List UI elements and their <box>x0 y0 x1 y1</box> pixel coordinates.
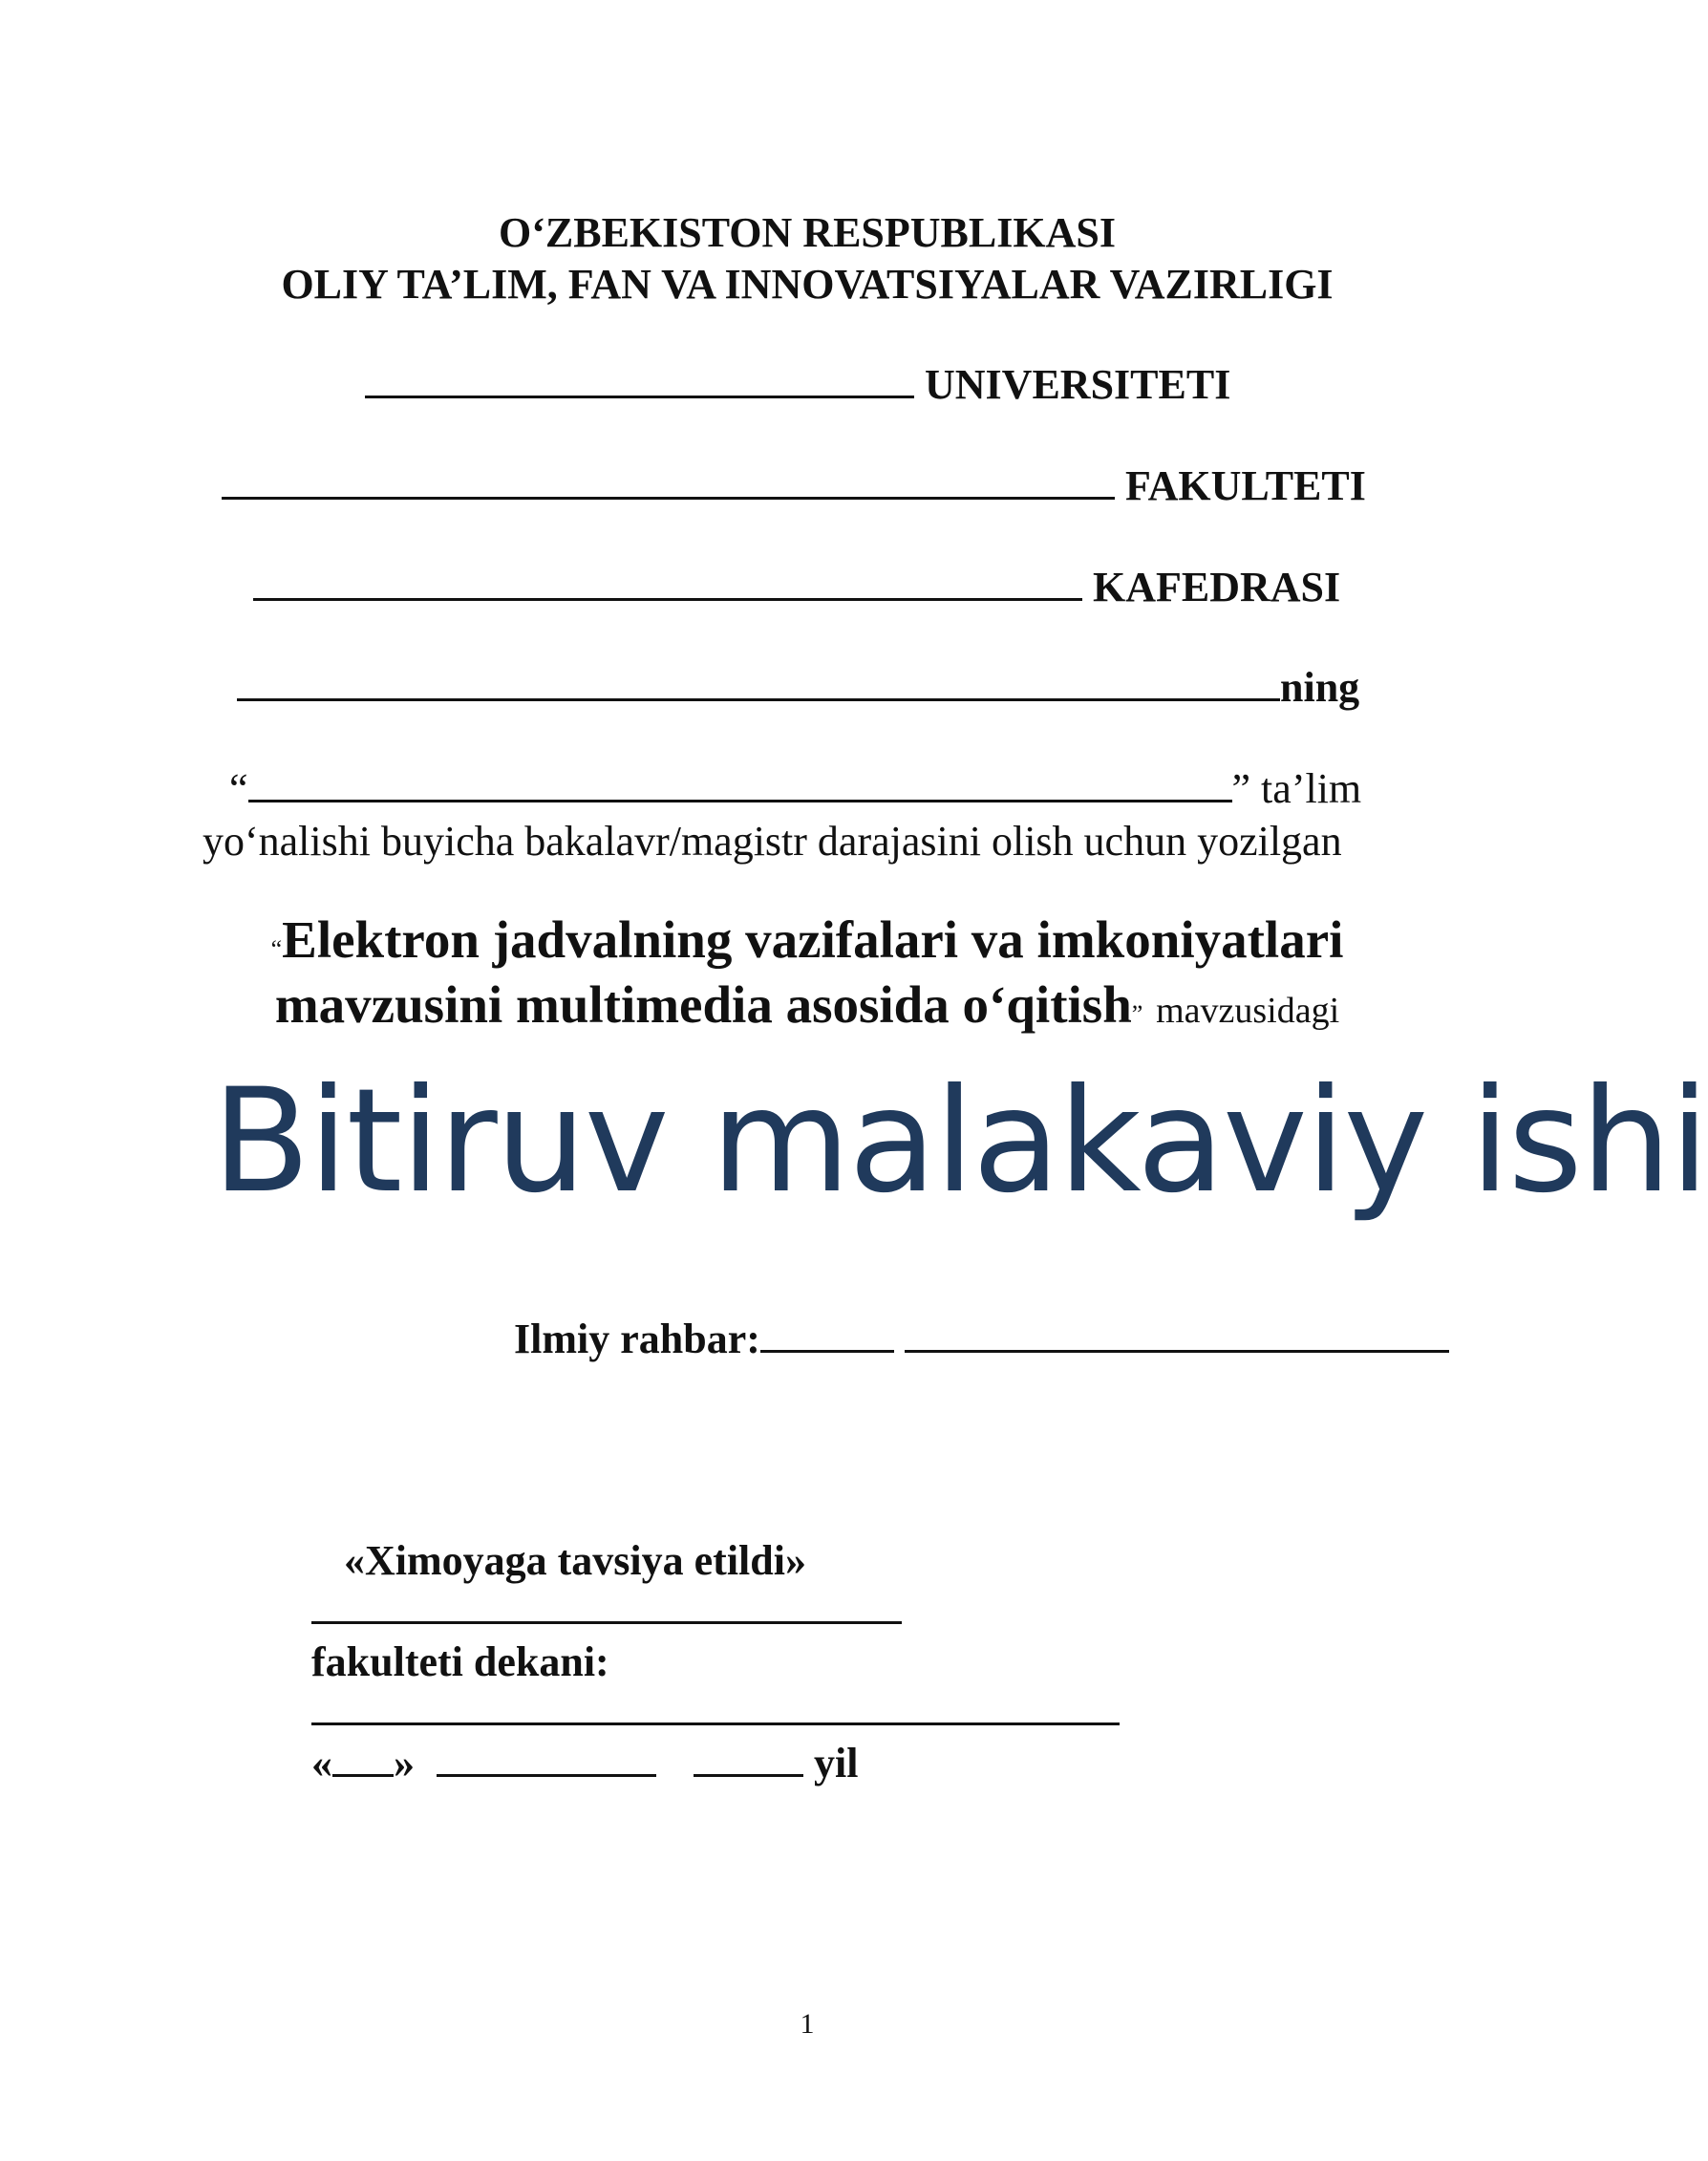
topic-line-1 <box>0 909 1614 970</box>
supervisor-title-blank[interactable] <box>760 1348 894 1353</box>
university-label: UNIVERSITETI <box>925 361 1231 408</box>
dean-label: fakulteti dekani: <box>311 1638 609 1685</box>
university-line <box>365 360 1230 409</box>
direction-line <box>229 764 1361 813</box>
approval-faculty-blank[interactable] <box>311 1619 902 1624</box>
topic-suffix: mavzusidagi <box>1156 991 1340 1031</box>
faculty-line <box>222 461 1366 510</box>
approval-faculty-line <box>311 1586 902 1635</box>
date-day-blank[interactable] <box>332 1772 394 1777</box>
dean-name-line <box>311 1687 1120 1736</box>
thesis-type-banner: Bitiruv malakaviy ishi <box>212 1059 1708 1225</box>
date-close-quote: » <box>394 1740 415 1787</box>
dean-name-blank[interactable] <box>311 1721 1120 1725</box>
university-blank[interactable] <box>365 394 914 398</box>
topic-close-quote: ” <box>1131 1000 1143 1028</box>
faculty-label: FAKULTETI <box>1125 462 1366 509</box>
direction-blank[interactable] <box>248 798 1232 802</box>
student-suffix: ning <box>1280 664 1360 711</box>
supervisor-line <box>514 1315 1449 1363</box>
ministry-line-2: OLIY TA’LIM, FAN VA INNOVATSIYALAR VAZIRLIGI <box>281 261 1334 308</box>
direction-line-2: yo‘nalishi buyicha bakalavr/magistr darajasini olish uchun yozilgan <box>203 818 1342 865</box>
topic-title-1: Elektron jadvalning vazifalari va imkoniyatlari <box>282 910 1344 969</box>
supervisor-name-blank[interactable] <box>905 1348 1449 1353</box>
date-open-quote: « <box>311 1740 332 1787</box>
date-year-blank[interactable] <box>694 1772 803 1777</box>
approval-title: «Ximoyaga tavsiya etildi» <box>344 1537 806 1584</box>
date-line <box>311 1739 858 1787</box>
page-number: 1 <box>800 2008 815 2040</box>
supervisor-label: Ilmiy rahbar: <box>514 1316 760 1362</box>
direction-open-quote: “ <box>229 765 248 812</box>
department-line <box>253 563 1340 611</box>
department-label: KAFEDRASI <box>1093 564 1341 610</box>
student-line <box>237 663 1359 712</box>
topic-line-2 <box>0 974 1614 1035</box>
topic-title-2: mavzusini multimedia asosida o‘qitish <box>274 975 1132 1034</box>
date-month-blank[interactable] <box>437 1772 656 1777</box>
direction-close: ” ta’lim <box>1231 765 1362 812</box>
department-blank[interactable] <box>253 596 1082 601</box>
ministry-line-1: O‘ZBEKISTON RESPUBLIKASI <box>499 209 1116 256</box>
year-label: yil <box>814 1740 859 1787</box>
topic-open-quote: “ <box>270 935 283 963</box>
faculty-blank[interactable] <box>222 495 1115 500</box>
student-blank[interactable] <box>237 696 1280 701</box>
